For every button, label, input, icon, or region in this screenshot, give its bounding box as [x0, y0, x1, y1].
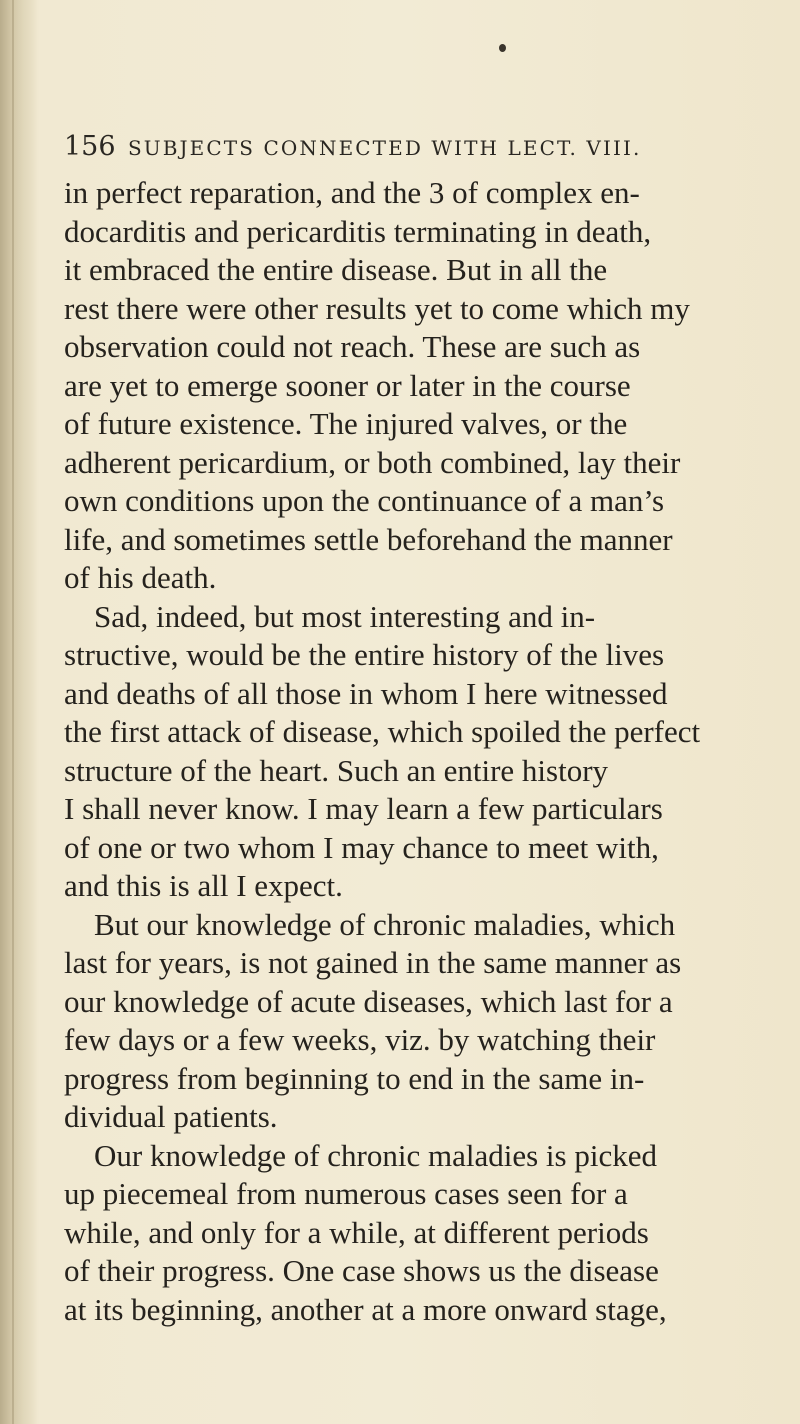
- gutter-shadow-line: [12, 0, 14, 1424]
- text-line: of future existence. The injured valves, or the: [64, 406, 628, 441]
- text-line: of one or two whom I may chance to meet with,: [64, 829, 659, 865]
- text-line: adherent pericardium, or both combined, lay their: [64, 444, 681, 480]
- body-text: [64, 174, 764, 1329]
- text-line: our knowledge of acute diseases, which last for a: [64, 983, 673, 1019]
- text-line: docarditis and pericarditis terminating in death,: [64, 213, 652, 249]
- text-line: I shall never know. I may learn a few particulars: [64, 791, 663, 826]
- text-line: at its beginning, another at a more onward stage,: [64, 1291, 667, 1327]
- text-line: in perfect reparation, and the 3 of complex en-: [64, 175, 640, 210]
- text-line: Our knowledge of chronic maladies is picked: [94, 1137, 657, 1173]
- text-line: progress from beginning to end in the same in-: [64, 1060, 645, 1096]
- text-line: rest there were other results yet to come which my: [64, 290, 690, 326]
- text-line: few days or a few weeks, viz. by watching their: [64, 1022, 656, 1057]
- text-line: of his death.: [64, 560, 217, 595]
- page-gutter: [0, 0, 38, 1424]
- text-line: and deaths of all those in whom I here witnessed: [64, 675, 668, 711]
- running-head: SUBJECTS CONNECTED WITH LECT. VIII.: [128, 136, 642, 160]
- text-line: dividual patients.: [64, 1099, 278, 1134]
- text-line: it embraced the entire disease. But in all the: [64, 252, 608, 287]
- text-line: life, and sometimes settle beforehand the manner: [64, 521, 673, 557]
- text-line: the first attack of disease, which spoiled the perfect: [64, 714, 701, 749]
- ink-spot: [499, 44, 506, 52]
- text-line: But our knowledge of chronic maladies, which: [94, 906, 676, 942]
- text-line: and this is all I expect.: [64, 868, 343, 903]
- text-line: Sad, indeed, but most interesting and in-: [94, 598, 596, 634]
- text-line: own conditions upon the continuance of a man’s: [64, 483, 665, 518]
- text-line: structive, would be the entire history of the lives: [64, 637, 665, 672]
- text-line: up piecemeal from numerous cases seen for a: [64, 1176, 628, 1211]
- text-line: while, and only for a while, at different periods: [64, 1214, 649, 1250]
- text-line: structure of the heart. Such an entire history: [64, 752, 609, 788]
- page-number: 156: [64, 131, 116, 162]
- text-line: observation could not reach. These are such as: [64, 329, 641, 364]
- text-line: of their progress. One case shows us the disease: [64, 1253, 659, 1288]
- page-header: [64, 130, 764, 164]
- text-line: are yet to emerge sooner or later in the course: [64, 367, 631, 403]
- text-line: last for years, is not gained in the same manner as: [64, 945, 682, 980]
